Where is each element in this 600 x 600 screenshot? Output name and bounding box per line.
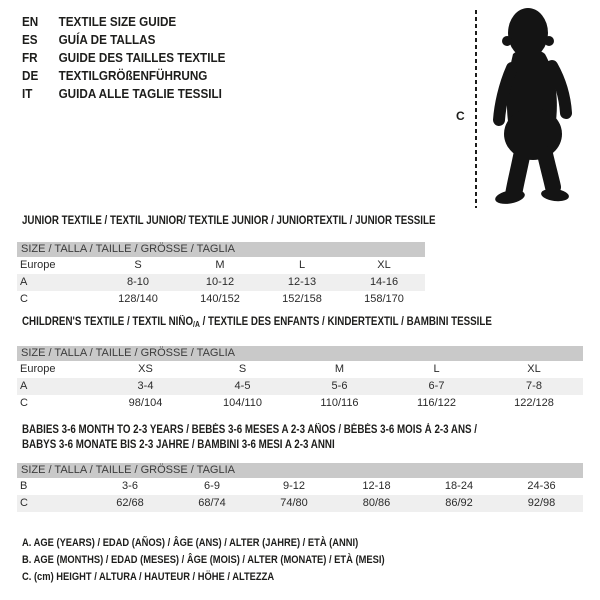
height-cell: 140/152 — [200, 293, 240, 305]
age-cell: 24-36 — [527, 480, 556, 492]
size-cell: M — [215, 259, 225, 271]
language-row-es — [22, 31, 225, 49]
table-row — [17, 378, 583, 395]
size-cell: M — [334, 363, 345, 375]
row-label: C — [20, 293, 28, 305]
height-cell: 62/68 — [116, 497, 144, 509]
height-cell: 110/116 — [320, 397, 359, 409]
age-cell: 3-4 — [137, 380, 154, 392]
language-row-fr — [22, 49, 225, 67]
children-heading-pre: CHILDREN'S TEXTILE / TEXTIL NIÑO — [22, 316, 194, 328]
height-cell: 92/98 — [527, 497, 556, 509]
language-code: EN — [22, 14, 39, 29]
height-cell: 104/110 — [223, 397, 262, 409]
height-cell: 86/92 — [445, 497, 473, 509]
row-label: Europe — [20, 259, 56, 271]
age-cell: 12-13 — [287, 276, 317, 288]
row-label: Europe — [20, 363, 56, 375]
language-title: GUIDE DES TAILLES TEXTILE — [58, 50, 226, 65]
height-cell: 74/80 — [280, 497, 308, 509]
legend-notes — [22, 535, 449, 587]
babies-section-heading — [22, 423, 557, 453]
size-cell: XL — [377, 259, 391, 271]
children-section-heading — [22, 316, 575, 329]
children-size-table — [17, 346, 583, 412]
age-cell: 18-24 — [444, 480, 474, 492]
language-code: FR — [22, 50, 38, 65]
note-text: B. AGE (MONTHS) / EDAD (MESES) / ÂGE (MOIS) / ALTER (MONATE) / ETÀ (MESI) — [22, 554, 385, 567]
age-cell: 10-12 — [205, 276, 235, 288]
row-label: C — [20, 397, 28, 409]
age-cell: 14-16 — [369, 276, 399, 288]
age-cell: 9-12 — [282, 480, 306, 492]
note-text: A. AGE (YEARS) / EDAD (AÑOS) / ÂGE (ANS) / ALTER (JAHRE) / ETÀ (ANNI) — [22, 537, 359, 549]
size-table-header: SIZE / TALLA / TAILLE / GRÖSSE / TAGLIA — [17, 463, 583, 478]
babies-heading-line2: BABYS 3-6 MONATE BIS 2-3 JAHRE / BAMBINI 3-6 MESI A 2-3 ANNI — [22, 439, 335, 451]
language-row-de — [22, 67, 225, 85]
language-row-en — [22, 13, 225, 31]
note-text: C. (cm) HEIGHT / ALTURA / HAUTEUR / HÖHE / ALTEZZA — [22, 571, 275, 584]
dashed-height-line — [475, 10, 477, 208]
height-cell: 116/122 — [417, 397, 456, 409]
children-heading-post: / TEXTILE DES ENFANTS / KINDERTEXTIL / BAMBINI TESSILE — [199, 316, 492, 328]
baby-silhouette-icon — [483, 6, 579, 204]
height-cell: 128/140 — [118, 293, 158, 305]
note-age-months — [22, 552, 449, 569]
language-title: GUIDA ALLE TAGLIE TESSILI — [58, 86, 222, 101]
table-row — [17, 291, 425, 308]
age-cell: 4-5 — [234, 380, 251, 392]
height-measure-label: C — [456, 109, 465, 123]
row-label: A — [20, 276, 28, 288]
table-row — [17, 478, 583, 495]
table-row — [17, 495, 583, 512]
age-cell: 8-10 — [126, 276, 150, 288]
age-cell: 6-7 — [428, 380, 445, 392]
age-cell: 6-9 — [204, 480, 220, 492]
row-label: C — [20, 497, 28, 509]
height-cell: 122/128 — [514, 397, 554, 409]
height-cell: 158/170 — [364, 293, 404, 305]
age-cell: 12-18 — [362, 480, 391, 492]
note-height-cm — [22, 569, 449, 586]
height-cell: 68/74 — [198, 497, 226, 509]
junior-size-table — [17, 242, 425, 308]
table-row — [17, 361, 583, 378]
note-age-years — [22, 535, 449, 552]
size-table-header: SIZE / TALLA / TAILLE / GRÖSSE / TAGLIA — [17, 242, 425, 257]
language-row-it — [22, 85, 225, 103]
language-code: IT — [22, 86, 33, 101]
size-cell: L — [298, 259, 306, 271]
language-list — [22, 13, 225, 103]
row-label: A — [20, 380, 28, 392]
age-cell: 7-8 — [526, 380, 542, 392]
language-title: TEXTILGRÖßENFÜHRUNG — [58, 68, 208, 83]
age-cell: 3-6 — [122, 480, 138, 492]
size-cell: S — [134, 259, 142, 271]
language-code: ES — [22, 32, 38, 47]
language-title: TEXTILE SIZE GUIDE — [58, 14, 177, 29]
language-code: DE — [22, 68, 39, 83]
height-cell: 98/104 — [128, 397, 163, 409]
babies-heading-line1: BABIES 3-6 MONTH TO 2-3 YEARS / BEBÉS 3-6 MESES A 2-3 AÑOS / BÉBÉS 3-6 MOIS À 2-3 ANS / — [22, 424, 478, 436]
height-cell: 80/86 — [362, 497, 391, 509]
age-cell: 5-6 — [331, 380, 348, 392]
size-cell: L — [433, 363, 440, 375]
junior-heading-text: JUNIOR TEXTILE / TEXTIL JUNIOR/ TEXTILE JUNIOR / JUNIORTEXTIL / JUNIOR TESSILE — [22, 215, 436, 227]
table-row — [17, 395, 583, 412]
size-cell: S — [238, 363, 247, 375]
table-row — [17, 274, 425, 291]
children-heading-text — [22, 316, 492, 329]
table-row — [17, 257, 425, 274]
size-table-header: SIZE / TALLA / TAILLE / GRÖSSE / TAGLIA — [17, 346, 583, 361]
row-label: B — [20, 480, 28, 492]
babies-size-table — [17, 463, 583, 512]
language-title: GUÍA DE TALLAS — [58, 32, 156, 47]
junior-section-heading — [22, 215, 508, 227]
height-cell: 152/158 — [282, 293, 322, 305]
size-cell: XL — [527, 363, 541, 375]
size-cell: XS — [138, 363, 153, 375]
children-heading-subscript: /A — [193, 320, 200, 329]
